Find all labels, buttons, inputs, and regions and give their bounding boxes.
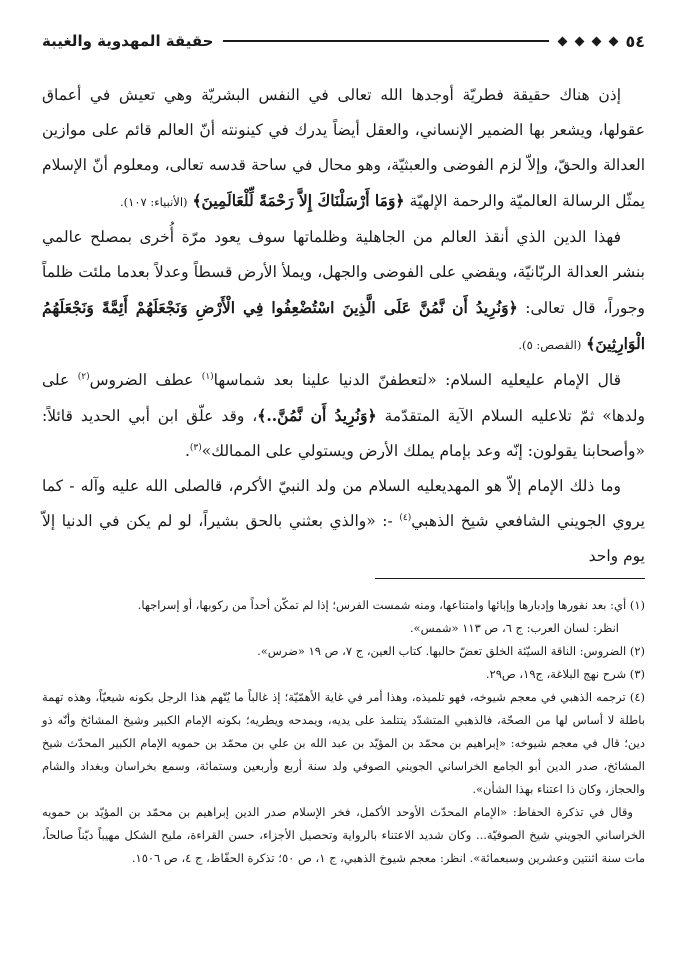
footnote-marker[interactable]: (٤) [399, 512, 412, 523]
paragraph-1: إذن هناك حقيقة فطريّة أوجدها الله تعالى في النفس البشريّة وهي تعيش في أعماق عقولها، ويشعر بها الضمير الإنساني، والعقل أيضاً يدرك في كينونته أنّ العالم قائم على موازين العدالة والحقّ، وإلاّ لزم الفوضى والعبثيّة، وهو محال في ساحة قدسه تعالى، ومعلوم أنّ الإسلام يمثّل الرسالة العالميّة والرحمة الإلهيّة ﴿وَمَا أَرْسَلْنَاكَ إِلاَّ رَحْمَةً لِّلْعَالَمِينَ﴾ (الأنبياء: ١٠٧). [42, 86, 645, 210]
main-text [42, 78, 645, 574]
diamond-icon [609, 36, 619, 46]
footnote-separator [375, 578, 645, 579]
quran-verse: ﴿وَمَا أَرْسَلْنَاكَ إِلاَّ رَحْمَةً لِّلْعَالَمِينَ﴾ [192, 191, 405, 210]
footnote-4: (٤) ترجمه الذهبي في معجم شيوخه، فهو تلميذه، وهذا أمر في غاية الأهمّيّة؛ إذ غالباً ما يُتّهم هذا الرجل بكونه شيعيّاً، وهذه تهمة باطلة لا أساس لها من الصحّة، فالذهبي المتشدّد يتتلمذ على يديه، ويمدحه ويطريه؛ بكونه الإمام الكبير وشيخ المشائخ وأنّه ذو دين؛ قال في معجم شيوخه: «إبراهيم بن محمّد بن المؤيّد بن عبد الله بن علي بن محمّد بن حمويه الإمام الكبير المحدّث شيخ المشائخ، صدر الدين أبو الجامع الخراساني الجويني الصوفي ولد سنة أربع وأربعين وستمائة، وسمع بخراسان وبغداد والشام والحجاز، وكان ذا اعتناء بهذا الشأن». [42, 690, 645, 796]
footnote-1: (١) أي: بعد نفورها وإدبارها وإبائها وامتناعها، ومنه شمست الفرس؛ إذا لم تمكّن أحداً من ركوبها، أو إسراجها. [137, 598, 645, 612]
header-rule [223, 40, 549, 42]
page-number: ٥٤ [625, 31, 645, 51]
footnote-marker[interactable]: (٣) [189, 442, 202, 453]
diamond-icon [575, 36, 585, 46]
footnote-2: (٢) الضروس: الناقة السيّئة الخلق تعضّ حالبها. كتاب العين، ج ٧، ص ١٩ «ضرس». [257, 644, 645, 658]
footnote-3: (٣) شرح نهج البلاغة، ج١٩، ص٢٩. [485, 667, 645, 681]
header-ornament [559, 38, 617, 45]
quran-verse: ﴿وَنُرِيدُ أَن نَّمُنَّ عَلَى الَّذِينَ اسْتُضْعِفُوا فِي الْأَرْضِ وَنَجْعَلَهُمْ أَئِمَّةً وَنَجْعَلَهُمُ الْوَارِثِينَ﴾ [42, 298, 645, 353]
footnote-1-source: انظر: لسان العرب: ج ٦، ص ١١٣ «شمس». [409, 621, 619, 635]
diamond-icon [558, 36, 568, 46]
page-header [42, 28, 645, 54]
footnotes [42, 594, 645, 870]
diamond-icon [592, 36, 602, 46]
quran-verse: ﴿وَنُرِيدُ أَن نَّمُنَّ..﴾ [257, 406, 377, 425]
footnote-marker[interactable]: (١) [201, 371, 214, 382]
paragraph-2: فهذا الدين الذي أنقذ العالم من الجاهلية وظلماتها سوف يعود مرّة أُخرى بمصلح عالمي بنشر العدالة الربّانيّة، ويقضي على الفوضى والجهل، ويملأ الأرض قسطاً وعدلاً بعدما ملئت ظلماً وجوراً، قال تعالى: ﴿وَنُرِيدُ أَن نَّمُنَّ عَلَى الَّذِينَ اسْتُضْعِفُوا فِي الْأَرْضِ وَنَجْعَلَهُمْ أَئِمَّةً وَنَجْعَلَهُمُ الْوَارِثِينَ﴾ (القصص: ٥). [42, 228, 645, 353]
running-title: حقيقة المهدوية والغيبة [42, 32, 214, 50]
verse-reference: (القصص: ٥). [518, 338, 582, 352]
paragraph-3: قال الإمام علي‏عليه السلام: «لتعطفنّ الدنيا علينا بعد شماسها$^{(١)}$ عطف الضروس$^{(٢)}$ على ولدها» ثمّ تلاعليه السلام الآية المتقدّمة ﴿وَنُرِيدُ أَن نَّمُنَّ..﴾، وقد علّق ابن أبي الحديد قائلاً: «وأصحابنا يقولون: إنّه وعد بإمام يملك الأرض ويستولي على الممالك»$^{(٣)}$. [42, 371, 645, 460]
footnote-marker[interactable]: (٢) [77, 371, 90, 382]
verse-reference: (الأنبياء: ١٠٧). [120, 195, 188, 209]
footnote-4-continued: وقال في تذكرة الحفاظ: «الإمام المحدّث الأوحد الأكمل، فخر الإسلام صدر الدين إبراهيم بن محمّد بن المؤيّد بن حمويه الخراساني الجويني شيخ الصوفيّة... وكان شديد الاعتناء بالرواية وتحصيل الأجزاء، حسن القراءة، مليح الشكل مهيباً ديّناً صالحاً، مات سنة اثنتين وعشرين وسبعمائة». انظر: معجم شيوخ الذهبي، ج ١، ص ٥٠؛ تذكرة الحفّاظ، ج ٤، ص ١٥٠٦. [42, 805, 645, 865]
paragraph-4: وما ذلك الإمام إلاّ هو المهدي‏عليه السلام من ولد النبيّ الأكرم، قال‏صلى الله عليه وآله - كما يروي الجويني الشافعي شيخ الذهبي$^{(٤)}$ -: «والذي بعثني بالحق بشيراً، لو لم يكن في الدنيا إلاّ يوم واحد [42, 477, 646, 565]
